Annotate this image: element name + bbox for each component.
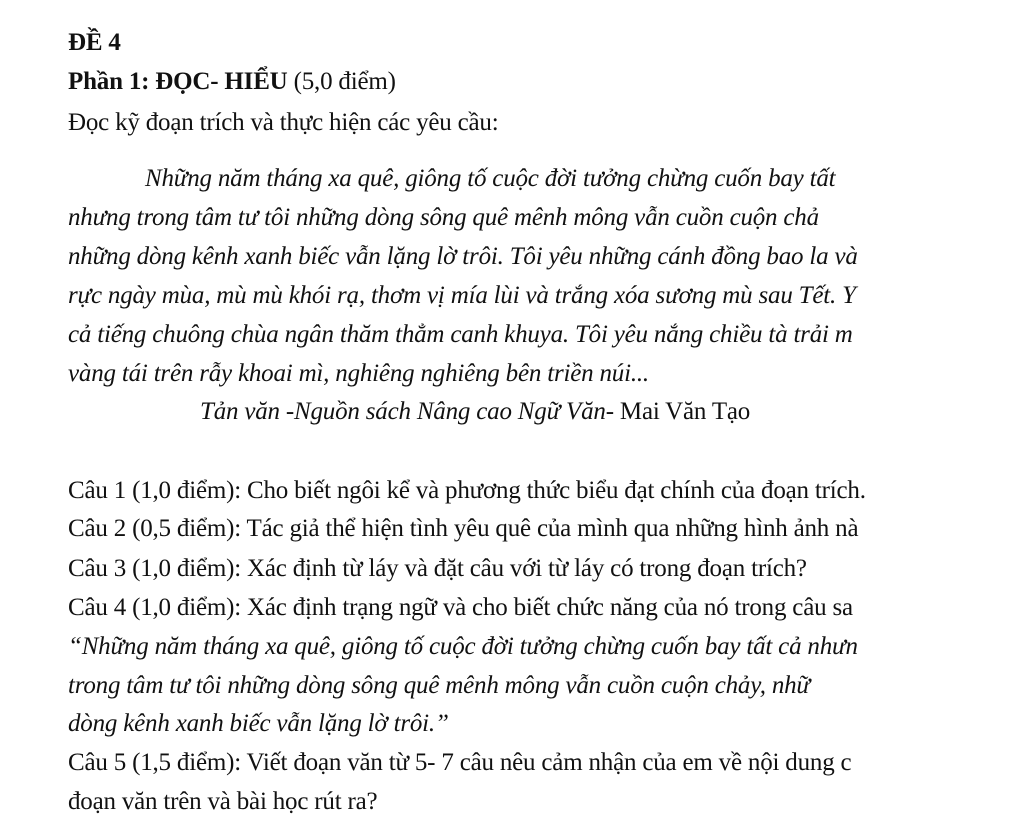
question-4: Câu 4 (1,0 điểm): Xác định trạng ngữ và cho biết chức năng của nó trong câu sa: [68, 594, 853, 621]
passage-line: rực ngày mùa, mù mù khói rạ, thơm vị mía lùi và trắng xóa sương mù sau Tết. Y: [68, 282, 856, 309]
question-4-quote-line: “Những năm tháng xa quê, giông tố cuộc đời tưởng chừng cuốn bay tất cả nhưn: [68, 633, 858, 660]
part-heading: [68, 67, 396, 97]
question-5: Câu 5 (1,5 điểm): Viết đoạn văn từ 5- 7 câu nêu cảm nhận của em về nội dung c: [68, 749, 852, 776]
passage-line: Những năm tháng xa quê, giông tố cuộc đời tưởng chừng cuốn bay tất: [145, 165, 836, 192]
part-label: Phần 1: ĐỌC- HIỂU: [68, 68, 288, 95]
question-2: Câu 2 (0,5 điểm): Tác giả thể hiện tình yêu quê của mình qua những hình ảnh nà: [68, 515, 859, 542]
instruction: Đọc kỹ đoạn trích và thực hiện các yêu cầu:: [68, 109, 499, 136]
question-4-quote-line: trong tâm tư tôi những dòng sông quê mênh mông vẫn cuồn cuộn chảy, nhữ: [68, 672, 810, 699]
exam-title: ĐỀ 4: [68, 29, 121, 56]
question-4-quote-line: dòng kênh xanh biếc vẫn lặng lờ trôi.”: [68, 710, 449, 737]
passage-line: vàng tái trên rẫy khoai mì, nghiêng nghiêng bên triền núi...: [68, 360, 649, 387]
question-1: Câu 1 (1,0 điểm): Cho biết ngôi kể và phương thức biểu đạt chính của đoạn trích.: [68, 477, 866, 504]
source-title: Tản văn -Nguồn sách Nâng cao Ngữ Văn-: [200, 398, 614, 425]
question-3: Câu 3 (1,0 điểm): Xác định từ láy và đặt câu với từ láy có trong đoạn trích?: [68, 555, 807, 582]
part-points: (5,0 điểm): [293, 68, 396, 95]
passage-line: cả tiếng chuông chùa ngân thăm thẳm canh khuya. Tôi yêu nắng chiều tà trải m: [68, 321, 853, 348]
question-5-continued: đoạn văn trên và bài học rút ra?: [68, 788, 378, 815]
passage-line: những dòng kênh xanh biếc vẫn lặng lờ trôi. Tôi yêu những cánh đồng bao la và: [68, 243, 858, 270]
source-author: Mai Văn Tạo: [613, 398, 751, 425]
passage-source: [200, 397, 750, 427]
passage-line: nhưng trong tâm tư tôi những dòng sông quê mênh mông vẫn cuồn cuộn chả: [68, 204, 819, 231]
